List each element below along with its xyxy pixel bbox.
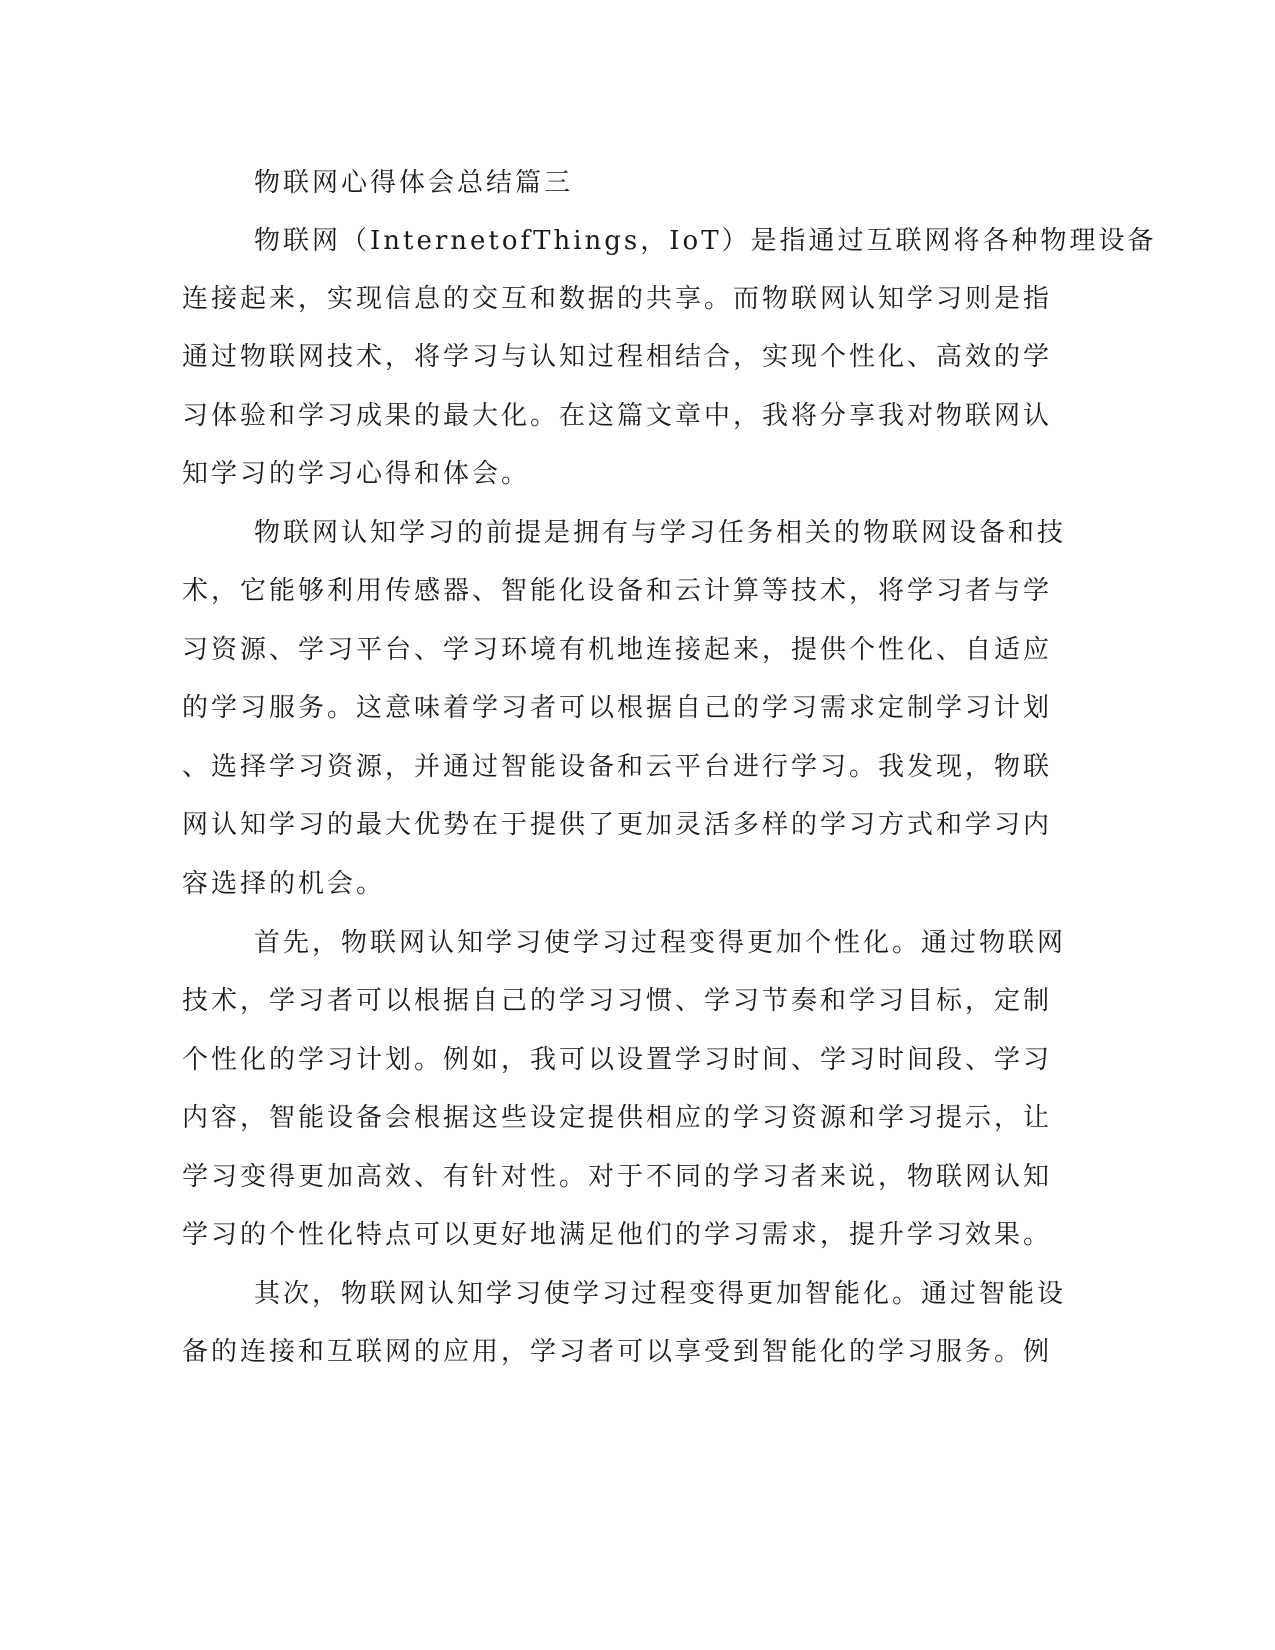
paragraph-line: 网认知学习的最大优势在于提供了更加灵活多样的学习方式和学习内 bbox=[182, 810, 1053, 840]
paragraph-line: 个性化的学习计划。例如，我可以设置学习时间、学习时间段、学习 bbox=[182, 1045, 1053, 1075]
paragraph-line: 习资源、学习平台、学习环境有机地连接起来，提供个性化、自适应 bbox=[182, 635, 1053, 665]
paragraph-line: 物联网认知学习的前提是拥有与学习任务相关的物联网设备和技 bbox=[254, 518, 1067, 548]
paragraph-line: 学习的个性化特点可以更好地满足他们的学习需求，提升学习效果。 bbox=[182, 1220, 1053, 1250]
paragraph-line: 物联网（InternetofThings，IoT）是指通过互联网将各种物理设备 bbox=[254, 226, 1157, 256]
paragraph-line: 通过物联网技术，将学习与认知过程相结合，实现个性化、高效的学 bbox=[182, 342, 1053, 372]
paragraph-line: 、选择学习资源，并通过智能设备和云平台进行学习。我发现，物联 bbox=[182, 752, 1053, 782]
paragraph-line: 学习变得更加高效、有针对性。对于不同的学习者来说，物联网认知 bbox=[182, 1162, 1053, 1192]
paragraph-line: 的学习服务。这意味着学习者可以根据自己的学习需求定制学习计划 bbox=[182, 693, 1053, 723]
paragraph-line: 知学习的学习心得和体会。 bbox=[182, 459, 531, 489]
paragraph-line: 习体验和学习成果的最大化。在这篇文章中，我将分享我对物联网认 bbox=[182, 401, 1053, 431]
paragraph-line: 术，它能够利用传感器、智能化设备和云计算等技术，将学习者与学 bbox=[182, 576, 1053, 606]
paragraph-line: 连接起来，实现信息的交互和数据的共享。而物联网认知学习则是指 bbox=[182, 284, 1053, 314]
paragraph-line: 备的连接和互联网的应用，学习者可以享受到智能化的学习服务。例 bbox=[182, 1337, 1053, 1367]
paragraph-line: 首先，物联网认知学习使学习过程变得更加个性化。通过物联网 bbox=[254, 928, 1067, 958]
document-title: 物联网心得体会总结篇三 bbox=[254, 168, 574, 198]
paragraph-line: 容选择的机会。 bbox=[182, 869, 386, 899]
paragraph-line: 内容，智能设备会根据这些设定提供相应的学习资源和学习提示，让 bbox=[182, 1103, 1053, 1133]
paragraph-line: 其次，物联网认知学习使学习过程变得更加智能化。通过智能设 bbox=[254, 1279, 1067, 1309]
paragraph-line: 技术，学习者可以根据自己的学习习惯、学习节奏和学习目标，定制 bbox=[182, 986, 1053, 1016]
